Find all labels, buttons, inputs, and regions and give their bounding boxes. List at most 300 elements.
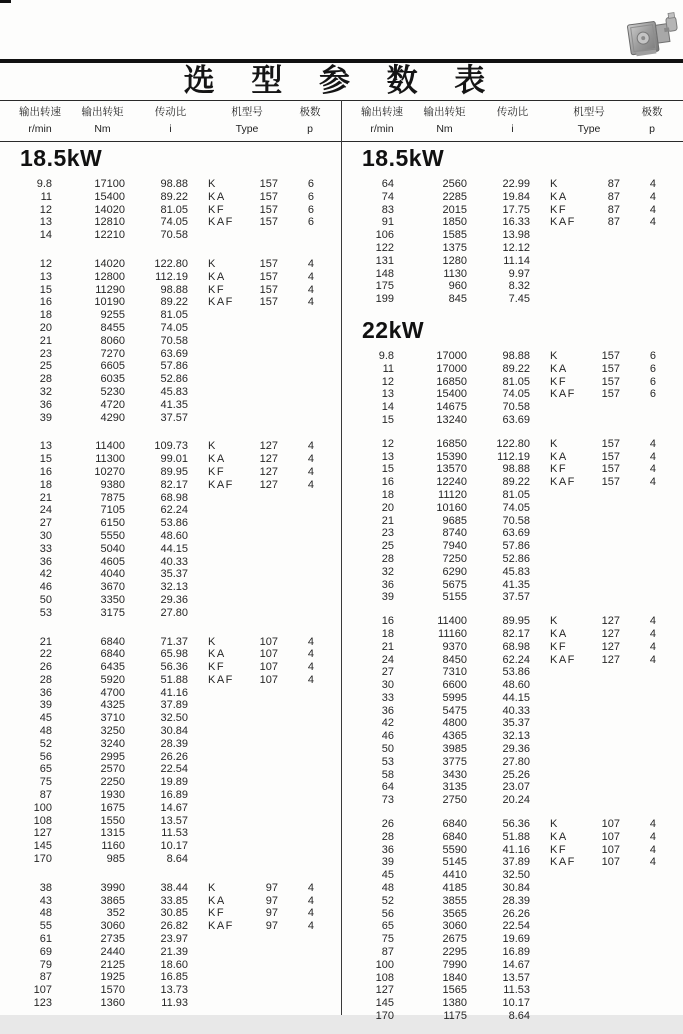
cell-poles [620, 769, 656, 782]
cell-poles: 4 [649, 843, 656, 856]
cell-torque: 1375 [442, 241, 467, 254]
cell-size [588, 229, 620, 242]
cell-poles [620, 743, 656, 756]
cell-poles [278, 568, 314, 581]
cell-size [246, 699, 278, 712]
cell-type [188, 815, 246, 828]
cell-poles [620, 794, 656, 807]
cell-ratio: 29.36 [160, 593, 188, 606]
cell-size: 157 [601, 476, 620, 489]
cell-size: 97 [265, 920, 278, 933]
cell-poles: 6 [649, 362, 656, 375]
cell-ratio: 45.83 [502, 565, 530, 578]
table-row [0, 204, 330, 217]
cell-poles: 4 [307, 673, 314, 686]
data-block [342, 350, 672, 427]
cell-size: 107 [259, 648, 278, 661]
cell-speed: 46 [39, 581, 52, 594]
cell-type [188, 984, 246, 997]
cell-poles: 6 [649, 388, 656, 401]
cell-speed: 39 [381, 591, 394, 604]
cell-ratio: 12.12 [502, 241, 530, 254]
cell-size: 97 [265, 907, 278, 920]
cell-size [588, 666, 620, 679]
table-row [342, 756, 672, 769]
cell-speed: 28 [381, 552, 394, 565]
cell-poles: 4 [307, 648, 314, 661]
cell-speed: 38 [39, 881, 52, 894]
table-row [0, 543, 330, 556]
cell-speed: 11 [40, 190, 52, 203]
cell-speed: 79 [39, 958, 52, 971]
cell-ratio: 112.19 [497, 450, 530, 463]
table-row [0, 920, 330, 933]
table-row [0, 581, 330, 594]
cell-speed: 61 [39, 933, 52, 946]
cell-torque: 13570 [436, 463, 467, 476]
cell-ratio: 98.88 [160, 283, 188, 296]
cell-speed: 11 [382, 362, 394, 375]
cell-type: KF [550, 843, 568, 856]
cell-speed: 33 [381, 691, 394, 704]
cell-ratio: 7.45 [508, 293, 530, 306]
table-row [342, 401, 672, 414]
cell-ratio: 41.35 [502, 578, 530, 591]
cell-type [188, 802, 246, 815]
cell-speed: 18 [381, 627, 394, 640]
table-row [342, 654, 672, 667]
cell-torque: 1315 [100, 827, 125, 840]
cell-type [530, 666, 588, 679]
cell-size: 127 [601, 627, 620, 640]
cell-poles [620, 705, 656, 718]
cell-torque: 11120 [438, 488, 467, 501]
cell-poles [620, 781, 656, 794]
cell-type: KF [208, 283, 226, 296]
cell-torque: 5550 [100, 529, 125, 542]
cell-speed: 13 [39, 216, 52, 229]
column-header-label: 机型号 [231, 106, 263, 118]
cell-ratio: 23.97 [160, 933, 188, 946]
cell-torque: 3430 [442, 768, 467, 781]
cell-speed: 14 [39, 229, 52, 242]
cell-size [588, 591, 620, 604]
cell-size [246, 360, 278, 373]
cell-torque: 1130 [443, 267, 467, 280]
table-row [342, 730, 672, 743]
data-block [0, 440, 330, 619]
cell-size [246, 776, 278, 789]
cell-speed: 15 [39, 453, 52, 466]
table-row [342, 242, 672, 255]
cell-size: 157 [259, 216, 278, 229]
table-row [342, 628, 672, 641]
table-row [0, 360, 330, 373]
cell-ratio: 23.07 [502, 781, 530, 794]
cell-ratio: 74.05 [502, 388, 530, 401]
cell-poles [278, 751, 314, 764]
cell-poles [620, 730, 656, 743]
cell-poles [278, 229, 314, 242]
column-header [356, 104, 408, 140]
cell-poles [620, 1010, 656, 1023]
cell-torque: 12810 [94, 216, 125, 229]
cell-ratio: 89.95 [502, 615, 530, 628]
cell-torque: 6840 [442, 818, 467, 831]
table-row [0, 178, 330, 191]
cell-type: KAF [550, 856, 576, 869]
cell-poles: 4 [649, 437, 656, 450]
cell-type [530, 1010, 588, 1023]
cell-torque: 1280 [442, 254, 467, 267]
table-row [0, 971, 330, 984]
table-row [0, 895, 330, 908]
cell-torque: 960 [448, 280, 467, 293]
table-row [342, 476, 672, 489]
cell-size [246, 556, 278, 569]
cell-ratio: 45.83 [160, 385, 188, 398]
data-block [0, 636, 330, 866]
table-row [342, 255, 672, 268]
cell-poles [620, 293, 656, 306]
cell-speed: 16 [39, 465, 52, 478]
cell-type [530, 591, 588, 604]
table-row [0, 712, 330, 725]
cell-torque: 1675 [100, 801, 125, 814]
cell-size [588, 895, 620, 908]
table-row [342, 229, 672, 242]
table-row [0, 229, 330, 242]
cell-speed: 21 [39, 635, 52, 648]
cell-poles [278, 971, 314, 984]
cell-type: KAF [208, 673, 234, 686]
cell-poles: 4 [307, 907, 314, 920]
cell-poles: 4 [307, 661, 314, 674]
cell-type [530, 920, 588, 933]
table-row [342, 502, 672, 515]
table-row [0, 984, 330, 997]
cell-speed: 48 [39, 725, 52, 738]
cell-torque: 14675 [436, 401, 467, 414]
column-header-label: 机型号 [573, 106, 605, 118]
cell-ratio: 22.54 [502, 920, 530, 933]
cell-ratio: 53.86 [502, 666, 530, 679]
data-block [342, 615, 672, 807]
table-row [342, 895, 672, 908]
cell-torque: 5040 [100, 542, 125, 555]
cell-torque: 11400 [437, 615, 467, 628]
cell-speed: 32 [381, 565, 394, 578]
cell-size [588, 743, 620, 756]
cell-type [530, 946, 588, 959]
table-row [0, 607, 330, 620]
cell-size [588, 933, 620, 946]
cell-speed: 22 [39, 648, 52, 661]
cell-torque: 12210 [94, 229, 125, 242]
table-row [0, 699, 330, 712]
cell-poles: 6 [307, 178, 314, 190]
cell-speed: 25 [381, 540, 394, 553]
cell-torque: 12240 [436, 476, 467, 489]
table-row [342, 414, 672, 427]
cell-torque: 845 [448, 293, 467, 306]
cell-type: K [550, 818, 559, 831]
cell-ratio: 122.80 [154, 257, 188, 270]
cell-torque: 13240 [436, 413, 467, 426]
cell-ratio: 30.84 [502, 882, 530, 895]
cell-ratio: 89.22 [502, 476, 530, 489]
cell-torque: 7940 [442, 540, 467, 553]
cell-ratio: 89.95 [160, 465, 188, 478]
table-row [0, 568, 330, 581]
data-block [0, 258, 330, 424]
cell-speed: 21 [39, 491, 52, 504]
column-header-unit: p [649, 123, 655, 135]
cell-speed: 74 [381, 190, 394, 203]
cell-speed: 15 [381, 463, 394, 476]
cell-type: KA [208, 190, 226, 203]
cell-torque: 3985 [442, 743, 467, 756]
cell-speed: 87 [381, 946, 394, 959]
cell-torque: 15400 [94, 190, 125, 203]
cell-ratio: 98.88 [502, 463, 530, 476]
cell-ratio: 10.17 [160, 840, 188, 853]
cell-size: 157 [259, 190, 278, 203]
table-row [0, 725, 330, 738]
cell-ratio: 10.17 [502, 997, 530, 1010]
cell-torque: 7270 [100, 347, 125, 360]
cell-type: KF [208, 203, 226, 216]
table-row [342, 831, 672, 844]
cell-torque: 2125 [100, 958, 125, 971]
table-body [0, 142, 683, 1023]
cell-type [530, 255, 588, 268]
cell-speed: 50 [381, 743, 394, 756]
cell-torque: 17000 [436, 349, 467, 362]
table-row [342, 280, 672, 293]
cell-size [246, 827, 278, 840]
cell-poles [620, 908, 656, 921]
cell-speed: 20 [381, 501, 394, 514]
cell-speed: 64 [381, 781, 394, 794]
cell-type [188, 322, 246, 335]
cell-speed: 36 [381, 578, 394, 591]
cell-type [530, 229, 588, 242]
cell-torque: 1850 [442, 216, 467, 229]
cell-poles: 4 [307, 296, 314, 309]
cell-size [588, 781, 620, 794]
cell-type: KAF [550, 216, 576, 229]
cell-size [246, 581, 278, 594]
cell-type [530, 717, 588, 730]
cell-ratio: 16.85 [160, 971, 188, 984]
cell-speed: 13 [381, 450, 394, 463]
cell-type: K [208, 881, 217, 894]
cell-size: 157 [601, 450, 620, 463]
cell-size [588, 730, 620, 743]
cell-speed: 52 [381, 894, 394, 907]
cell-size: 127 [601, 640, 620, 653]
table-row [0, 348, 330, 361]
cell-type [188, 789, 246, 802]
cell-torque: 6600 [442, 679, 467, 692]
cell-size: 107 [259, 673, 278, 686]
table-row [342, 615, 672, 628]
cell-torque: 1380 [442, 997, 467, 1010]
table-row [342, 178, 672, 191]
cell-poles [620, 666, 656, 679]
table-row [0, 882, 330, 895]
cell-size [588, 579, 620, 592]
cell-torque: 2735 [100, 933, 125, 946]
cell-ratio: 70.58 [160, 229, 188, 242]
table-row [342, 388, 672, 401]
cell-ratio: 27.80 [502, 755, 530, 768]
cell-speed: 18 [39, 478, 52, 491]
cell-ratio: 35.37 [502, 717, 530, 730]
cell-torque: 12800 [94, 270, 125, 283]
cell-type [188, 348, 246, 361]
data-block [342, 438, 672, 604]
table-row [0, 504, 330, 517]
cell-poles [278, 335, 314, 348]
cell-speed: 107 [33, 984, 52, 997]
cell-type: KAF [208, 216, 234, 229]
cell-ratio: 38.44 [160, 881, 188, 894]
cell-size [246, 789, 278, 802]
cell-torque: 3350 [100, 593, 125, 606]
cell-torque: 3710 [100, 712, 125, 725]
cell-poles [620, 527, 656, 540]
cell-speed: 108 [375, 971, 394, 984]
cell-poles: 4 [649, 216, 656, 229]
cell-poles: 6 [307, 203, 314, 216]
table-row [0, 751, 330, 764]
cell-poles [278, 322, 314, 335]
table-row [342, 856, 672, 869]
cell-size: 107 [259, 635, 278, 648]
cell-type: K [208, 635, 217, 648]
cell-type [530, 781, 588, 794]
cell-ratio: 98.88 [160, 178, 188, 190]
cell-ratio: 74.05 [160, 216, 188, 229]
table-row [0, 386, 330, 399]
cell-size: 157 [259, 283, 278, 296]
cell-speed: 100 [33, 801, 52, 814]
cell-type [530, 414, 588, 427]
cell-poles [620, 946, 656, 959]
cell-torque: 3240 [100, 737, 125, 750]
cell-size [588, 242, 620, 255]
cell-ratio: 41.16 [502, 843, 530, 856]
cell-poles [278, 517, 314, 530]
cell-ratio: 13.57 [502, 971, 530, 984]
cell-type: KF [550, 203, 568, 216]
cell-ratio: 68.98 [502, 640, 530, 653]
cell-torque: 3175 [100, 606, 125, 619]
cell-poles: 4 [307, 465, 314, 478]
cell-torque: 3565 [442, 907, 467, 920]
cell-size [246, 997, 278, 1010]
cell-torque: 3990 [100, 881, 125, 894]
cell-size [588, 692, 620, 705]
cell-size [246, 492, 278, 505]
table-row [0, 802, 330, 815]
cell-size: 157 [259, 203, 278, 216]
cell-speed: 39 [381, 856, 394, 869]
section-heading: 18.5kW [362, 145, 445, 171]
cell-poles [278, 399, 314, 412]
cell-speed: 39 [39, 411, 52, 424]
table-row [0, 492, 330, 505]
cell-type [188, 827, 246, 840]
cell-speed: 53 [381, 755, 394, 768]
cell-poles [620, 553, 656, 566]
table-row [0, 815, 330, 828]
cell-size [246, 815, 278, 828]
cell-ratio: 22.99 [502, 178, 530, 190]
cell-type [188, 933, 246, 946]
cell-size [588, 1010, 620, 1023]
cell-torque: 16850 [436, 437, 467, 450]
cell-torque: 5155 [442, 591, 467, 604]
column-header-unit: r/min [28, 123, 52, 135]
cell-type: KAF [208, 920, 234, 933]
cell-poles: 4 [307, 453, 314, 466]
column-header-unit: r/min [370, 123, 394, 135]
cell-torque: 4800 [442, 717, 467, 730]
cell-ratio: 18.60 [160, 958, 188, 971]
section-heading: 18.5kW [20, 145, 103, 171]
cell-type [188, 712, 246, 725]
cell-poles [620, 895, 656, 908]
cell-type [530, 553, 588, 566]
cell-poles: 4 [649, 818, 656, 831]
cell-speed: 145 [33, 840, 52, 853]
cell-speed: 33 [39, 542, 52, 555]
cell-type: KA [550, 627, 568, 640]
cell-size [588, 756, 620, 769]
cell-ratio: 81.05 [502, 488, 530, 501]
cell-speed: 36 [39, 686, 52, 699]
cell-type [188, 581, 246, 594]
cell-speed: 12 [381, 375, 394, 388]
cell-torque: 8740 [442, 527, 467, 540]
cell-type: K [550, 615, 559, 628]
table-row [0, 258, 330, 271]
cell-type: KA [550, 450, 568, 463]
cell-type [530, 401, 588, 414]
cell-torque: 15400 [436, 388, 467, 401]
cell-speed: 199 [375, 293, 394, 306]
cell-size [588, 946, 620, 959]
cell-speed: 30 [39, 529, 52, 542]
cell-torque: 2675 [442, 933, 467, 946]
cell-ratio: 89.22 [160, 296, 188, 309]
cell-type [188, 229, 246, 242]
cell-speed: 30 [381, 679, 394, 692]
cell-torque: 3250 [100, 725, 125, 738]
cell-torque: 2250 [100, 776, 125, 789]
cell-speed: 26 [381, 818, 394, 831]
cell-type [188, 763, 246, 776]
power-section [342, 318, 672, 1023]
cell-type: K [208, 257, 217, 270]
table-row [342, 972, 672, 985]
table-row [342, 946, 672, 959]
table-row [342, 997, 672, 1010]
table-row [342, 920, 672, 933]
